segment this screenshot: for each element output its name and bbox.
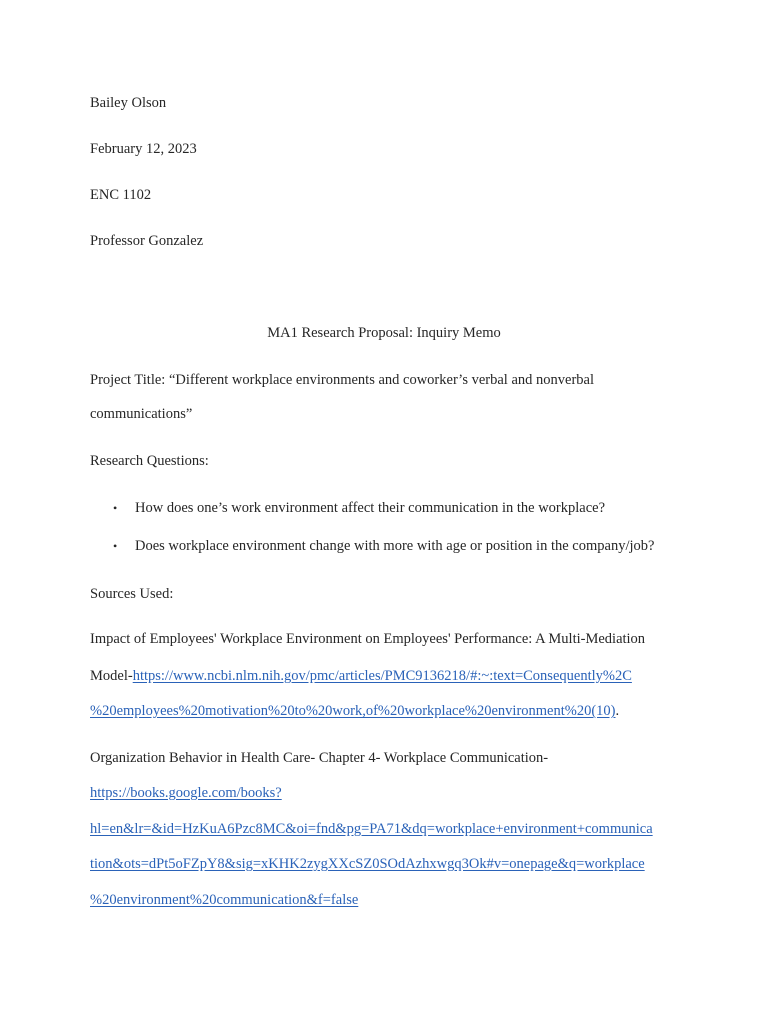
source-2-link-continued[interactable]: hl=en&lr=&id=HzKuA6Pzc8MC&oi=fnd&pg=PA71&dq=workplace+environment+communica — [90, 821, 653, 837]
source-1-title-line-2 — [90, 667, 632, 685]
source-1-trailing-period: . — [615, 703, 620, 719]
source-1-title-line-1: Impact of Employees' Workplace Environment on Employees' Performance: A Multi-Mediation — [90, 631, 646, 647]
source-2-link-line-4 — [90, 891, 358, 909]
source-2-link-continued[interactable]: tion&ots=dPt5oFZpY8&sig=xKHK2zygXXcSZ0SOdAzhxwgq3Ok#v=onepage&q=workplace — [90, 856, 645, 872]
project-title-line-1: Project Title: “Different workplace environments and coworker’s verbal and nonverbal — [90, 372, 594, 388]
research-question-text: Does workplace environment change with more with age or position in the company/job? — [135, 538, 655, 554]
course-code: ENC 1102 — [90, 187, 152, 203]
sources-heading: Sources Used: — [90, 586, 174, 602]
source-1-link[interactable]: https://www.ncbi.nlm.nih.gov/pmc/articles/PMC9136218/#:~:text=Consequently%2C — [132, 668, 632, 684]
project-title-line-2: communications” — [90, 406, 193, 422]
source-1-link-continued[interactable]: %20employees%20motivation%20to%20work,of%20workplace%20environment%20(10) — [90, 703, 616, 719]
source-2-link-line-3 — [90, 855, 645, 873]
source-2-link-line-1 — [90, 784, 282, 802]
document-title: MA1 Research Proposal: Inquiry Memo — [267, 325, 501, 341]
research-question-item — [113, 537, 654, 555]
source-1-title-prefix: Model- — [90, 668, 133, 684]
bullet-icon: • — [113, 501, 118, 515]
author-name: Bailey Olson — [90, 95, 167, 111]
source-2-link-continued[interactable]: %20environment%20communication&f=false — [90, 892, 359, 908]
memo-date: February 12, 2023 — [90, 141, 197, 157]
bullet-icon: • — [113, 539, 118, 553]
professor-name: Professor Gonzalez — [90, 233, 204, 249]
source-2-link[interactable]: https://books.google.com/books? — [90, 785, 282, 801]
source-2-title: Organization Behavior in Health Care- Chapter 4- Workplace Communication- — [90, 750, 549, 766]
source-1-link-line-2 — [90, 702, 619, 720]
research-questions-heading: Research Questions: — [90, 453, 209, 469]
research-question-text: How does one’s work environment affect their communication in the workplace? — [135, 500, 606, 516]
source-2-link-line-2 — [90, 820, 653, 838]
research-question-item — [113, 499, 605, 517]
